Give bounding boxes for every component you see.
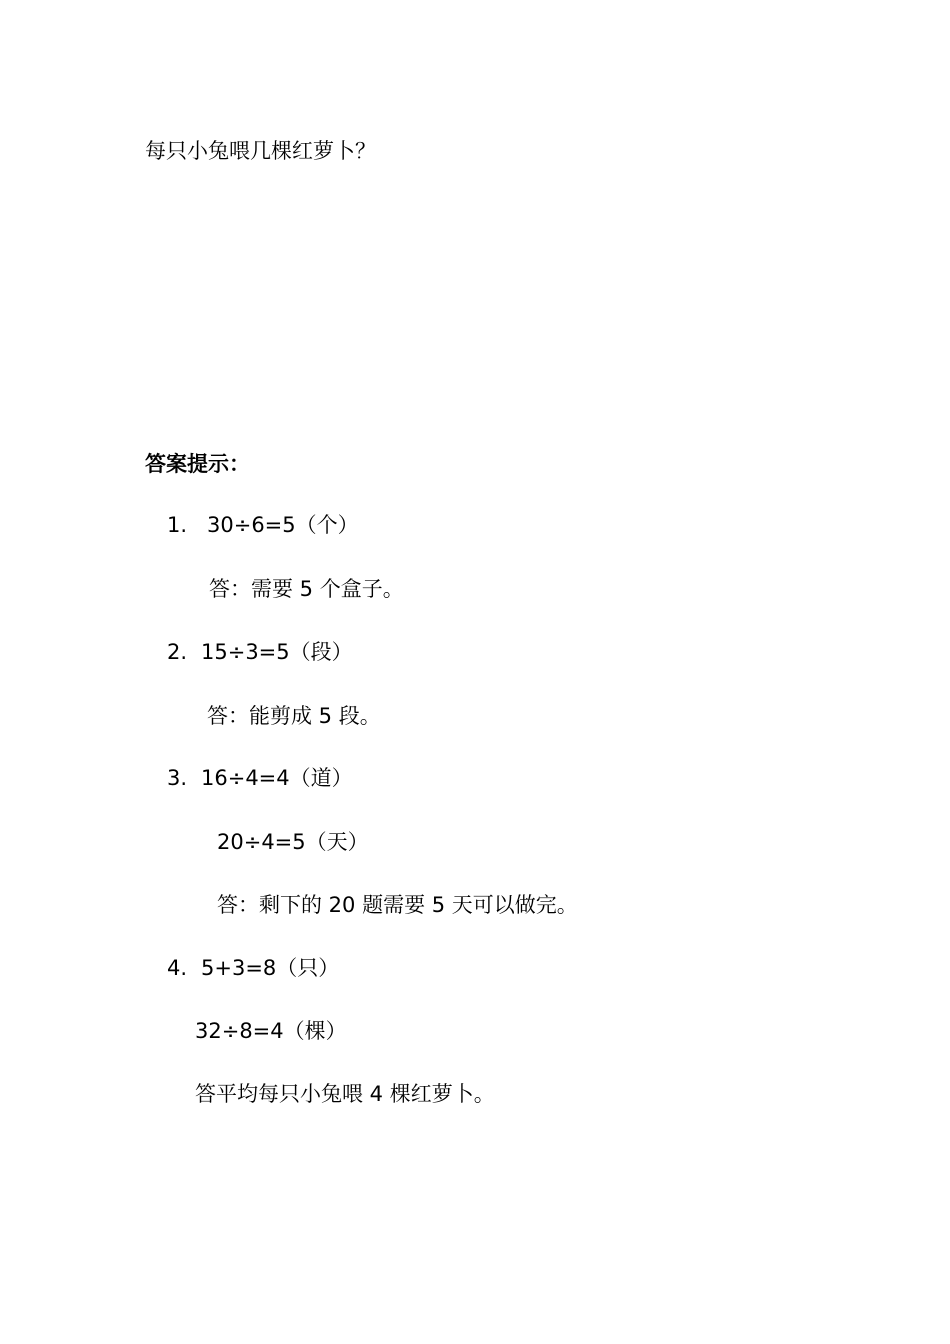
answer-4-equation-2: 32÷8=4（棵）	[195, 1019, 347, 1043]
answers-heading: 答案提示：	[145, 452, 250, 476]
answer-3-number: 3.	[167, 766, 188, 790]
answer-2-equation: 15÷3=5（段）	[201, 640, 353, 664]
answer-1-number: 1.	[167, 513, 188, 537]
answer-1-equation-row	[167, 511, 359, 539]
answer-2-equation-row	[167, 638, 353, 666]
answer-4-equation-1: 5+3=8（只）	[201, 956, 340, 980]
answer-4-number: 4.	[167, 956, 188, 980]
answer-2-number: 2.	[167, 640, 188, 664]
answer-3-equation-2: 20÷4=5（天）	[217, 830, 369, 854]
question-text: 每只小兔喂几棵红萝卜？	[145, 139, 376, 163]
answer-3-equation-1: 16÷4=4（道）	[201, 766, 353, 790]
answer-1-reply: 答：需要 5 个盒子。	[209, 577, 404, 601]
answer-3-equation-row	[167, 764, 353, 792]
answer-4-reply: 答平均每只小兔喂 4 棵红萝卜。	[195, 1082, 495, 1106]
answer-3-reply: 答：剩下的 20 题需要 5 天可以做完。	[217, 893, 578, 917]
answer-4-equation-row	[167, 954, 339, 982]
answer-1-equation: 30÷6=5（个）	[207, 513, 359, 537]
answer-2-reply: 答：能剪成 5 段。	[207, 704, 381, 728]
